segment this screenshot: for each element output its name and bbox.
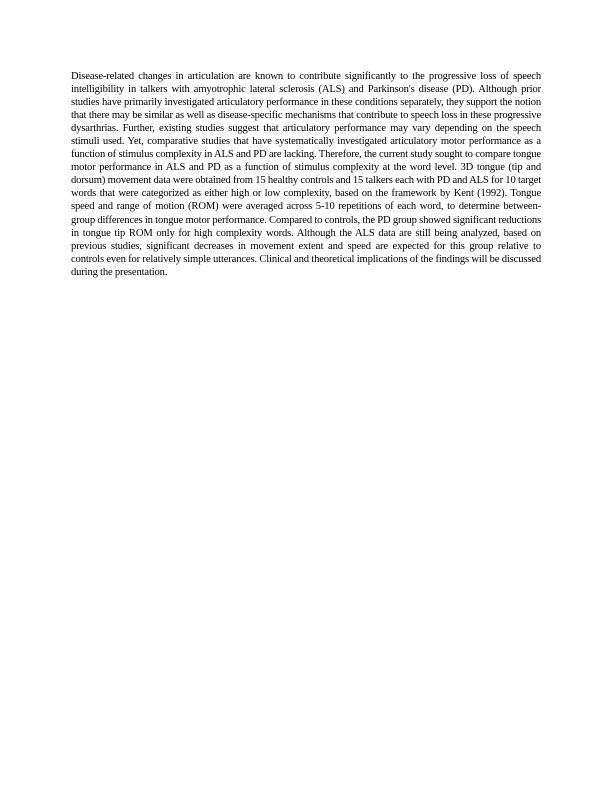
abstract-paragraph: Disease-related changes in articulation are known to contribute significantly to the progressive loss of speech intelligibility in talkers with amyotrophic lateral sclerosis (ALS) and Parkinson's disease (PD). Although prior studies have primarily investigated articulatory performance in these conditions separately, they support the notion that there may be similar as well as disease-specific mechanisms that contribute to speech loss in these progressive dysarthrias. Further, existing studies suggest that articulatory performance may vary depending on the speech stimuli used. Yet, comparative studies that have systematically investigated articulatory motor performance as a function of stimulus complexity in ALS and PD are lacking. Therefore, the current study sought to compare tongue motor performance in ALS and PD as a function of stimulus complexity at the word level. 3D tongue (tip and dorsum) movement data were obtained from 15 healthy controls and 15 talkers each with PD and ALS for 10 target words that were categorized as either high or low complexity, based on the framework by Kent (1992). Tongue speed and range of motion (ROM) were averaged across 5-10 repetitions of each word, to determine between-group differences in tongue motor performance. Compared to controls, the PD group showed significant reductions in tongue tip ROM only for high complexity words. Although the ALS data are still being analyzed, based on previous studies, significant decreases in movement extent and speed are expected for this group relative to controls even for relatively simple utterances. Clinical and theoretical implications of the findings will be discussed during the presentation. (71, 71, 541, 278)
